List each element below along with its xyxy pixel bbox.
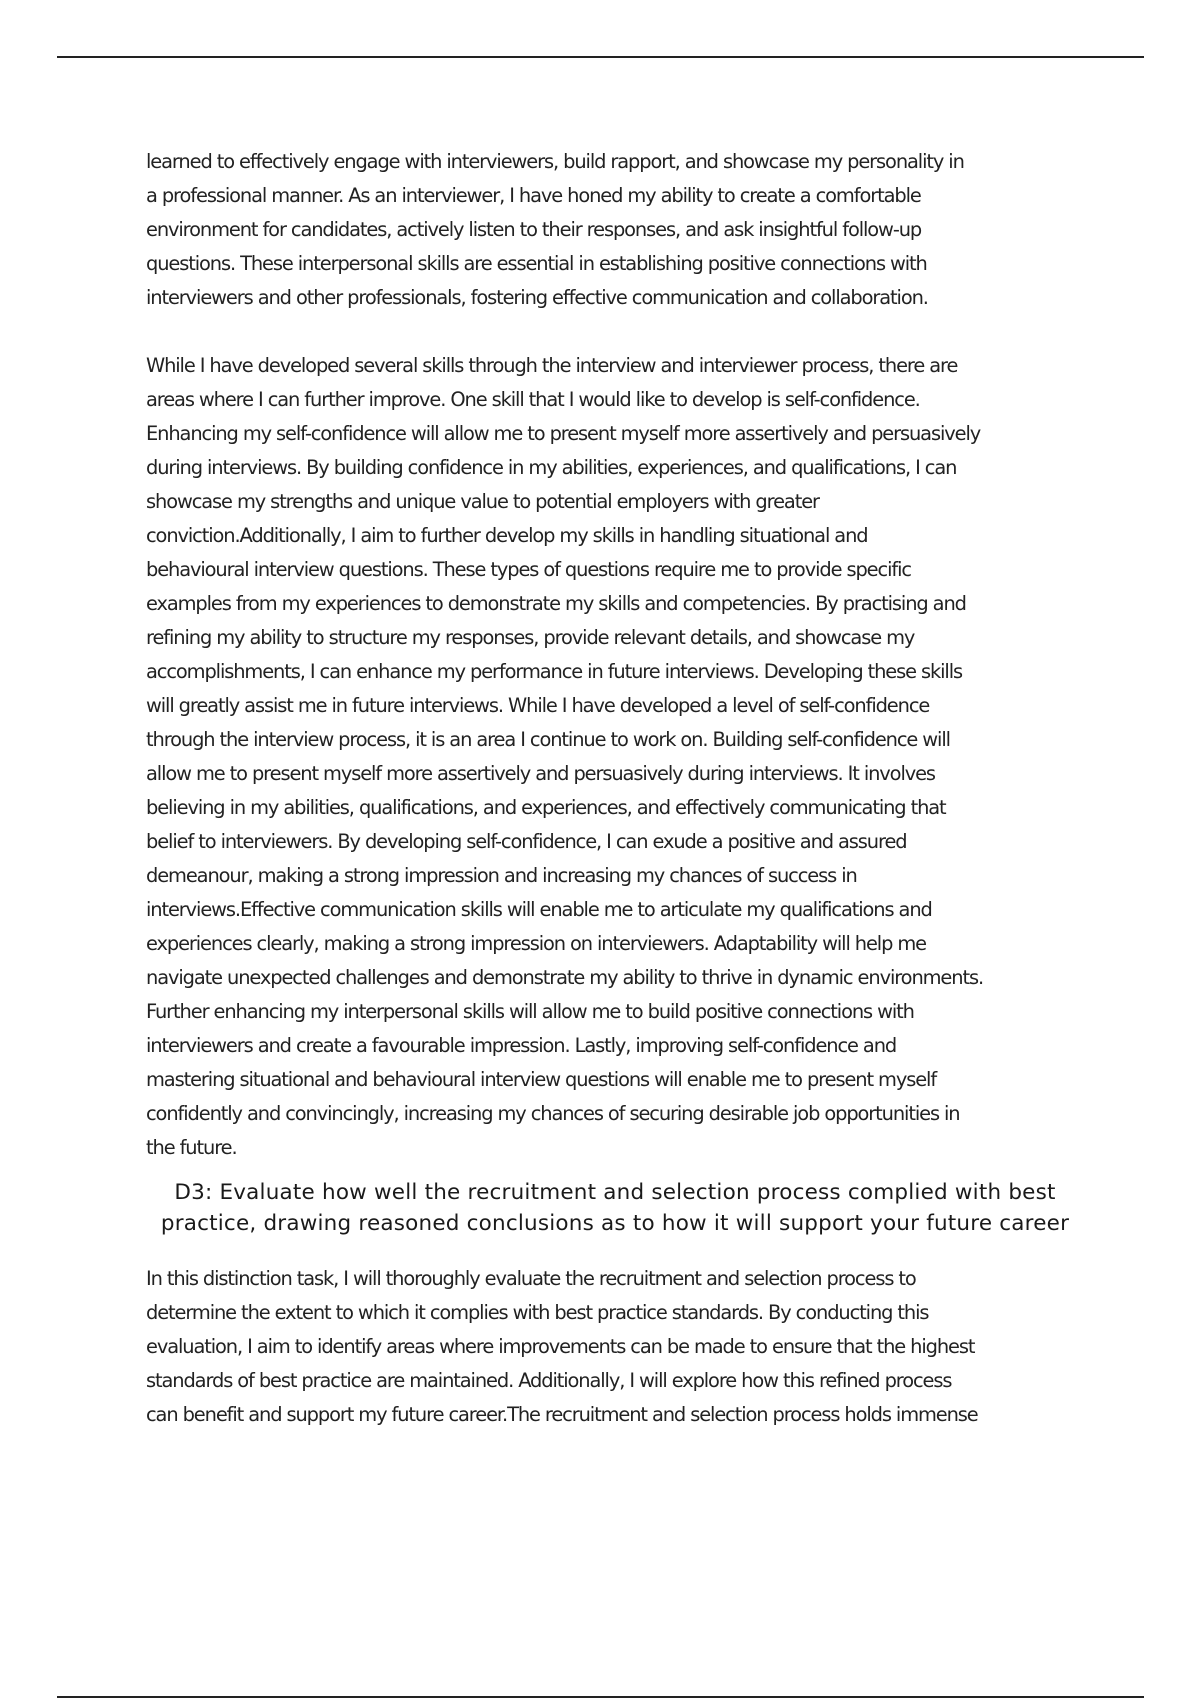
header-rule — [57, 56, 1144, 58]
paragraph-interpersonal-skills: learned to effectively engage with interviewers, build rapport, and showcase my personality in a professional manner. As an interviewer, I have honed my ability to create a comfortable environment for candidates, actively listen to their responses, and ask insightful follow-up questions. These interpersonal skills are essential in establishing positive connections with interviewers and other professionals, fostering effective communication and collaboration. — [146, 150, 964, 309]
paragraph-skills-to-improve: While I have developed several skills through the interview and interviewer process, there are areas where I can further improve. One skill that I would like to develop is self-confidence. Enhancing my self-confidence will allow me to present myself more assertively and persuasively during interviews. By building confidence in my abilities, experiences, and qualifications, I can showcase my strengths and unique value to potential employers with greater conviction.Additionally, I aim to further develop my skills in handling situational and behavioural interview questions. These types of questions require me to provide specific examples from my experiences to demonstrate my skills and competencies. By practising and refining my ability to structure my responses, provide relevant details, and showcase my accomplishments, I can enhance my performance in future interviews. Developing these skills will greatly assist me in future interviews. While I have developed a level of self-confidence through the interview process, it is an area I continue to work on. Building self-confidence will allow me to present myself more assertively and persuasively during interviews. It involves believing in my abilities, qualifications, and experiences, and effectively communicating that belief to interviewers. By developing self-confidence, I can exude a positive and assured demeanour, making a strong impression and increasing my chances of success in interviews.Effective communication skills will enable me to articulate my qualifications and experiences clearly, making a strong impression on interviewers. Adaptability will help me navigate unexpected challenges and demonstrate my ability to thrive in dynamic environments. Further enhancing my interpersonal skills will allow me to build positive connections with interviewers and create a favourable impression. Lastly, improving self-confidence and mastering situational and behavioural interview questions will enable me to present myself confidently and convincingly, increasing my chances of securing desirable job opportunities in the future. — [146, 354, 984, 1159]
footer-rule — [57, 1696, 1144, 1698]
paragraph-distinction-task: In this distinction task, I will thoroughly evaluate the recruitment and selection process to determine the extent to which it complies with best practice standards. By conducting this evaluation, I aim to identify areas where improvements can be made to ensure that the highest standards of best practice are maintained. Additionally, I will explore how this refined process can benefit and support my future career.The recruitment and selection process holds immense — [146, 1267, 978, 1426]
document-body — [146, 145, 1100, 1432]
section-heading-d3: D3: Evaluate how well the recruitment and selection process complied with best practice, drawing reasoned conclusions as to how it will support your future career — [160, 1180, 1070, 1236]
